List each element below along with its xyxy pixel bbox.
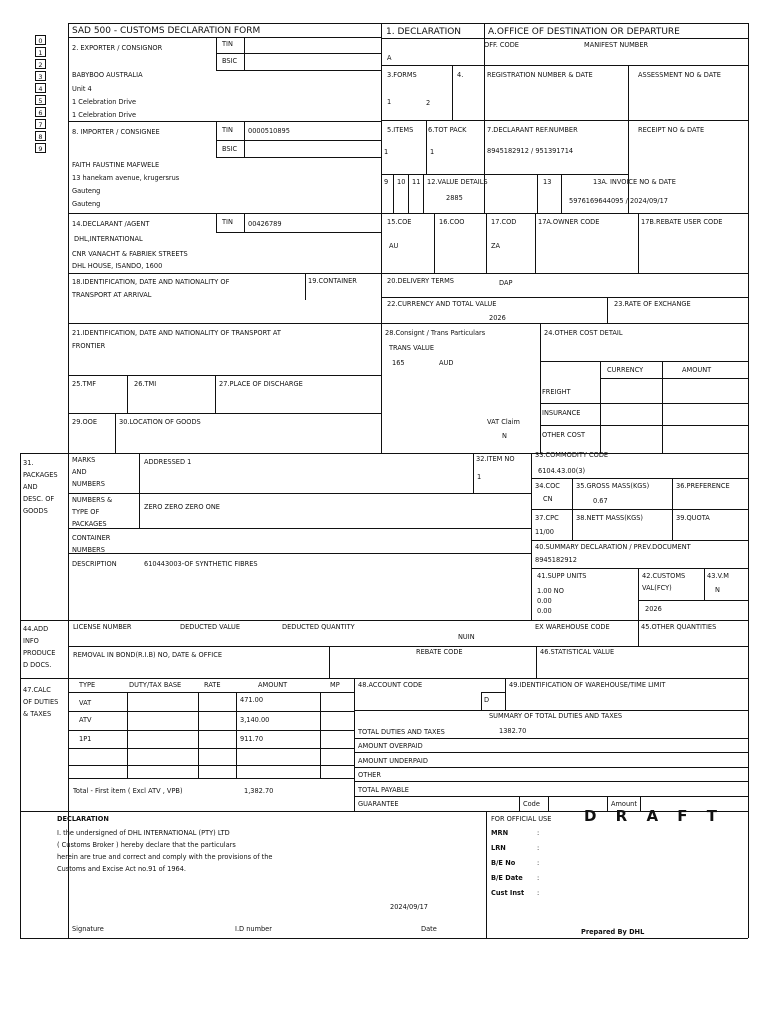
exporter-tin-label: TIN: [222, 40, 233, 48]
total-payable-label: TOTAL PAYABLE: [358, 786, 409, 794]
tot-pack-label: 6.TOT PACK: [428, 126, 467, 134]
number-box: 8: [35, 131, 46, 141]
warehouse-id-label: 49.IDENTIFICATION OF WAREHOUSE/TIME LIMIT: [509, 681, 666, 689]
customs-val-value: 2026: [645, 605, 662, 613]
gross-mass-label: 35.GROSS MASS(KGS): [576, 482, 650, 490]
transport-arrival-label: 18.IDENTIFICATION, DATE AND NATIONALITY OF: [72, 278, 230, 286]
marks-value: ADDRESSED 1: [144, 458, 192, 466]
transport-arrival-label: TRANSPORT AT ARRIVAL: [72, 291, 152, 299]
coc-value: CN: [543, 495, 553, 503]
declarant-ref-value: 8945182912 / 951391714: [487, 147, 574, 155]
duty-amount: 471.00: [240, 696, 264, 704]
cpc-value: 11/00: [535, 528, 555, 536]
off-code-label: OFF. CODE: [484, 41, 519, 49]
summary-taxes-label: SUMMARY OF TOTAL DUTIES AND TAXES: [489, 712, 623, 720]
supp-units-values: 1.00 NO 0.00 0.00: [537, 587, 564, 615]
exporter-line: 1 Celebration Drive: [72, 98, 137, 106]
exporter-bsic-label: BSIC: [222, 57, 238, 65]
account-code-label: 48.ACCOUNT CODE: [358, 681, 423, 689]
item-no-value: 1: [477, 473, 482, 481]
tot-pack-value: 1: [430, 148, 435, 156]
official-colon: :: [537, 829, 540, 837]
quota-label: 39.QUOTA: [676, 514, 710, 522]
vat-claim-label: VAT Claim: [487, 418, 520, 426]
overpaid-label: AMOUNT OVERPAID: [358, 742, 423, 750]
invoice-value: 5976169644095 / 2024/09/17: [569, 197, 668, 205]
summary-decl-value: 8945182912: [535, 556, 577, 564]
box-10-label: 10: [397, 178, 406, 186]
other-cost-row: OTHER COST: [542, 431, 586, 439]
discharge-label: 27.PLACE OF DISCHARGE: [219, 380, 303, 388]
official-field-be-date: B/E Date: [491, 874, 523, 882]
total-duties-label: TOTAL DUTIES AND TAXES: [358, 728, 445, 736]
underpaid-label: AMOUNT UNDERPAID: [358, 757, 428, 765]
official-colon: :: [537, 844, 540, 852]
currency-label: 22.CURRENCY AND TOTAL VALUE: [387, 300, 497, 308]
declaration-line: ( Customs Broker ) hereby declare that the particulars: [57, 841, 236, 849]
ex-warehouse-label: EX WAREHOUSE CODE: [535, 623, 610, 631]
delivery-label: 20.DELIVERY TERMS: [387, 277, 454, 285]
duties-header-amount: AMOUNT: [258, 681, 288, 689]
importer-line: FAITH FAUSTINE MAFWELE: [72, 161, 160, 169]
office-header: A.OFFICE OF DESTINATION OR DEPARTURE: [488, 27, 680, 37]
currency-header: CURRENCY: [607, 366, 644, 374]
duties-header-rate: RATE: [204, 681, 221, 689]
assessment-label: ASSESSMENT NO & DATE: [638, 71, 721, 79]
exporter-line: 1 Celebration Drive: [72, 111, 137, 119]
importer-tin-label: TIN: [222, 126, 233, 134]
declarant-tin-value: 00426789: [248, 220, 282, 228]
gross-mass-value: 0.67: [593, 497, 608, 505]
description-label: DESCRIPTION: [72, 560, 117, 568]
duty-type: ATV: [79, 716, 92, 724]
container-label: 19.CONTAINER: [308, 277, 357, 285]
duties-total-label: Total - First item ( Excl ATV , VPB): [73, 787, 183, 795]
receipt-label: RECEIPT NO & DATE: [638, 126, 705, 134]
exporter-label: 2. EXPORTER / CONSIGNOR: [72, 44, 163, 52]
number-box: 7: [35, 119, 46, 129]
description-value: 610443003-OF SYNTHETIC FIBRES: [144, 560, 258, 568]
number-box: 1: [35, 47, 46, 57]
importer-label: 8. IMPORTER / CONSIGNEE: [72, 128, 160, 136]
guarantee-label: GUARANTEE: [358, 800, 399, 808]
tmf-label: 25.TMF: [72, 380, 96, 388]
exporter-line: Unit 4: [72, 85, 92, 93]
declarant-label: 14.DECLARANT /AGENT: [72, 220, 150, 228]
box-11-label: 11: [412, 178, 421, 186]
vm-value: N: [715, 586, 720, 594]
value-details-label: 12.VALUE DETAILS: [427, 178, 488, 186]
number-box: 0: [35, 35, 46, 45]
number-box: 2: [35, 59, 46, 69]
consignment-label: 28.Consignt / Trans Particulars: [385, 329, 486, 337]
declarant-line: DHL HOUSE, ISANDO, 1600: [72, 262, 163, 270]
deducted-value-label: DEDUCTED VALUE: [180, 623, 241, 631]
importer-line: Gauteng: [72, 187, 101, 195]
numbers-type-value: ZERO ZERO ZERO ONE: [144, 503, 220, 511]
ooe-label: 29.OOE: [72, 418, 98, 426]
commodity-label: 33.COMMODITY CODE: [535, 451, 609, 459]
official-colon: :: [537, 874, 540, 882]
declaration-header: 1. DECLARATION: [386, 27, 462, 37]
importer-line: 13 hanekam avenue, krugersrus: [72, 174, 180, 182]
tmi-label: 26.TMI: [134, 380, 157, 388]
duties-total-value: 1,382.70: [244, 787, 274, 795]
other-label: OTHER: [358, 771, 381, 779]
official-colon: :: [537, 859, 540, 867]
account-d: D: [484, 696, 490, 704]
commodity-value: 6104.43.00(3): [538, 467, 586, 475]
duty-type: 1P1: [79, 735, 92, 743]
currency-value: 2026: [489, 314, 506, 322]
vm-label: 43.V.M: [707, 572, 729, 580]
customs-val-label: VAL(FCY): [642, 584, 672, 592]
nuin-label: NUIN: [458, 633, 475, 641]
coo-label: 16.COO: [439, 218, 465, 226]
other-cost-row: INSURANCE: [542, 409, 581, 417]
duty-amount: 3,140.00: [240, 716, 270, 724]
add-info-side-label: 44.ADD INFO PRODUCE D DOCS.: [23, 625, 56, 669]
date-label: Date: [421, 925, 437, 933]
nett-mass-label: 38.NETT MASS(KGS): [576, 514, 643, 522]
official-field-lrn: LRN: [491, 844, 506, 852]
summary-decl-label: 40.SUMMARY DECLARATION / PREV.DOCUMENT: [535, 543, 691, 551]
duties-header-base: DUTY/TAX BASE: [129, 681, 182, 689]
other-qty-label: 45.OTHER QUANTITIES: [641, 623, 717, 631]
rebate-user-label: 17B.REBATE USER CODE: [641, 218, 723, 226]
value-details-value: 2885: [446, 194, 463, 202]
forms-label: 3.FORMS: [387, 71, 417, 79]
duties-header-type: TYPE: [79, 681, 96, 689]
forms-value-1: 1: [387, 98, 392, 106]
deducted-qty-label: DEDUCTED QUANTITY: [282, 623, 355, 631]
items-value: 1: [384, 148, 389, 156]
box-4-label: 4.: [457, 71, 464, 79]
invoice-label: 13A. INVOICE NO & DATE: [593, 178, 676, 186]
declaration-line: Customs and Excise Act no.91 of 1964.: [57, 865, 186, 873]
duties-header-mp: MP: [330, 681, 340, 689]
registration-label: REGISTRATION NUMBER & DATE: [487, 71, 593, 79]
cpc-label: 37.CPC: [535, 514, 559, 522]
marks-label: MARKS AND NUMBERS: [72, 456, 105, 488]
duties-side-label: 47.CALC OF DUTIES & TAXES: [23, 686, 59, 718]
declaration-line: I. the undersigned of DHL INTERNATIONAL (PTY) LTD: [57, 829, 230, 837]
cod-label: 17.COD: [491, 218, 517, 226]
coc-label: 34.COC: [535, 482, 560, 490]
official-field-cust-inst: Cust Inst: [491, 889, 525, 897]
box-13-label: 13: [543, 178, 552, 186]
exporter-line: BABYBOO AUSTRALIA: [72, 71, 143, 79]
number-box: 4: [35, 83, 46, 93]
official-use-label: FOR OFFICIAL USE: [491, 815, 552, 823]
official-colon: :: [537, 889, 540, 897]
other-cost-label: 24.OTHER COST DETAIL: [544, 329, 623, 337]
official-field-be-no: B/E No: [491, 859, 516, 867]
amount-header: AMOUNT: [682, 366, 712, 374]
declaration-date: 2024/09/17: [390, 903, 429, 911]
duty-type: VAT: [79, 699, 92, 707]
vat-claim-value: N: [502, 432, 507, 440]
cod-value: ZA: [491, 242, 501, 250]
number-box: 6: [35, 107, 46, 117]
form-title: SAD 500 - CUSTOMS DECLARATION FORM: [72, 26, 261, 36]
statistical-label: 46.STATISTICAL VALUE: [540, 648, 615, 656]
license-label: LICENSE NUMBER: [73, 623, 132, 631]
official-field-mrn: MRN: [491, 829, 509, 837]
total-duties-value: 1382.70: [499, 727, 527, 735]
trans-currency: AUD: [439, 359, 454, 367]
declaration-title: DECLARATION: [57, 815, 109, 823]
rebate-code-label: REBATE CODE: [416, 648, 463, 656]
declaration-line: herein are true and correct and comply with the provisions of the: [57, 853, 273, 861]
preference-label: 36.PREFERENCE: [676, 482, 730, 490]
removal-label: REMOVAL IN BOND(R.I.B) NO, DATE & OFFICE: [73, 651, 222, 659]
trans-value: 165: [392, 359, 405, 367]
supp-units-label: 41.SUPP UNITS: [537, 572, 587, 580]
trans-value-label: TRANS VALUE: [389, 344, 435, 352]
number-box: 5: [35, 95, 46, 105]
importer-line: Gauteng: [72, 200, 101, 208]
number-box: 9: [35, 143, 46, 153]
declarant-line: CNR VANACHT & FABRIEK STREETS: [72, 250, 188, 258]
other-cost-row: FREIGHT: [542, 388, 571, 396]
location-goods-label: 30.LOCATION OF GOODS: [119, 418, 201, 426]
transport-frontier-label: FRONTIER: [72, 342, 106, 350]
manifest-label: MANIFEST NUMBER: [584, 41, 649, 49]
item-no-label: 32.ITEM NO: [476, 455, 515, 463]
coe-value: AU: [389, 242, 399, 250]
customs-val-label: 42.CUSTOMS: [642, 572, 686, 580]
declarant-tin-label: TIN: [222, 218, 233, 226]
id-number-label: I.D number: [235, 925, 272, 933]
prepared-by: Prepared By DHL: [581, 928, 645, 936]
coe-label: 15.COE: [387, 218, 412, 226]
declarant-line: DHL,INTERNATIONAL: [74, 235, 143, 243]
forms-value-2: 2: [426, 99, 431, 107]
declaration-value: A: [387, 54, 392, 62]
draft-stamp: D R A F T: [584, 807, 724, 825]
items-label: 5.ITEMS: [387, 126, 414, 134]
number-box: 3: [35, 71, 46, 81]
amount-label: Amount: [611, 800, 637, 808]
signature-label: Signature: [72, 925, 104, 933]
importer-tin-value: 0000510895: [248, 127, 290, 135]
importer-bsic-label: BSIC: [222, 145, 238, 153]
numbers-type-label: NUMBERS & TYPE OF PACKAGES: [72, 496, 113, 528]
code-label: Code: [523, 800, 540, 808]
transport-frontier-label: 21.IDENTIFICATION, DATE AND NATIONALITY OF TRANSPORT AT: [72, 329, 281, 337]
box-9-label: 9: [384, 178, 389, 186]
packages-side-label: 31. PACKAGES AND DESC. OF GOODS: [23, 459, 58, 515]
declarant-ref-label: 7.DECLARANT REF.NUMBER: [487, 126, 578, 134]
delivery-value: DAP: [499, 279, 513, 287]
owner-code-label: 17A.OWNER CODE: [538, 218, 600, 226]
rate-label: 23.RATE OF EXCHANGE: [614, 300, 691, 308]
container-numbers-label: CONTAINER NUMBERS: [72, 534, 111, 554]
duty-amount: 911.70: [240, 735, 264, 743]
